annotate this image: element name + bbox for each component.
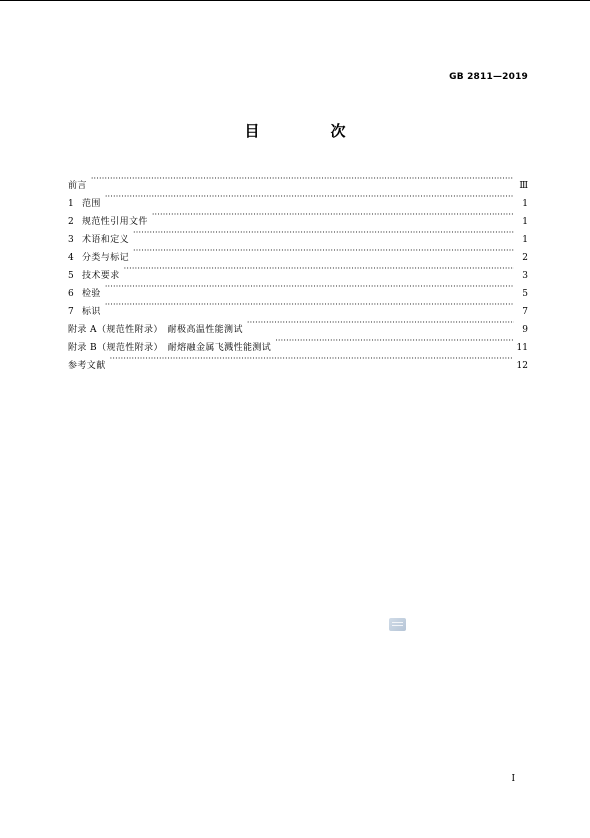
toc-entry-label: 分类与标记 — [82, 253, 130, 263]
leader-dots — [110, 350, 513, 368]
toc-entry-label: 前言 — [68, 181, 87, 191]
watermark-icon — [389, 618, 406, 631]
leader-dots — [133, 242, 514, 260]
toc-entry-label: 规范性引用文件 — [82, 217, 148, 227]
toc-entry-label: 附录 B（规范性附录） 耐熔融金属飞溅性能测试 — [68, 343, 272, 353]
leader-dots — [124, 260, 514, 278]
toc-title: 目 次 — [244, 122, 374, 140]
toc-entry-number: 6 — [68, 289, 75, 299]
toc-entry-page: 12 — [516, 361, 528, 371]
toc-entry-marking[interactable] — [68, 296, 528, 317]
toc-entry-label: 参考文献 — [68, 361, 106, 371]
page-number: Ⅰ — [511, 774, 515, 784]
toc-entry-normative-references[interactable] — [68, 206, 528, 227]
leader-dots — [105, 296, 514, 314]
toc-entry-label: 范围 — [82, 199, 101, 209]
leader-dots — [247, 314, 514, 332]
toc-entry-terms-definitions[interactable] — [68, 224, 528, 245]
table-of-contents — [68, 170, 528, 371]
toc-entry-foreword[interactable] — [68, 170, 528, 191]
toc-entry-technical-requirements[interactable] — [68, 260, 528, 281]
leader-dots — [91, 170, 514, 188]
toc-entry-page: 1 — [522, 217, 528, 227]
toc-entry-number: 7 — [68, 307, 75, 317]
toc-entry-page: 5 — [522, 289, 528, 299]
toc-entry-annex-a[interactable] — [68, 314, 528, 335]
toc-entry-scope[interactable] — [68, 188, 528, 209]
toc-entry-page: 3 — [522, 271, 528, 281]
leader-dots — [133, 224, 514, 242]
standard-code: GB 2811—2019 — [449, 72, 528, 82]
toc-entry-number: 1 — [68, 199, 75, 209]
toc-entry-number: 3 — [68, 235, 75, 245]
leader-dots — [105, 188, 514, 206]
toc-entry-page: 2 — [522, 253, 528, 263]
toc-entry-label: 技术要求 — [82, 271, 120, 281]
leader-dots — [105, 278, 514, 296]
toc-entry-page: 1 — [522, 235, 528, 245]
toc-entry-number: 4 — [68, 253, 75, 263]
toc-entry-number: 5 — [68, 271, 75, 281]
toc-entry-page: 9 — [522, 325, 528, 335]
toc-entry-label: 附录 A（规范性附录） 耐极高温性能测试 — [68, 325, 243, 335]
toc-entry-page: 7 — [522, 307, 528, 317]
toc-entry-classification[interactable] — [68, 242, 528, 263]
toc-entry-bibliography[interactable] — [68, 350, 528, 371]
toc-entry-inspection[interactable] — [68, 278, 528, 299]
toc-entry-page: 11 — [516, 343, 528, 353]
top-rule — [0, 0, 590, 1]
toc-entry-label: 标识 — [82, 307, 101, 317]
toc-entry-label: 检验 — [82, 289, 101, 299]
toc-entry-number: 2 — [68, 217, 75, 227]
leader-dots — [275, 332, 512, 350]
toc-entry-page: 1 — [522, 199, 528, 209]
toc-entry-label: 术语和定义 — [82, 235, 130, 245]
leader-dots — [152, 206, 514, 224]
toc-entry-page: Ⅲ — [519, 181, 528, 191]
